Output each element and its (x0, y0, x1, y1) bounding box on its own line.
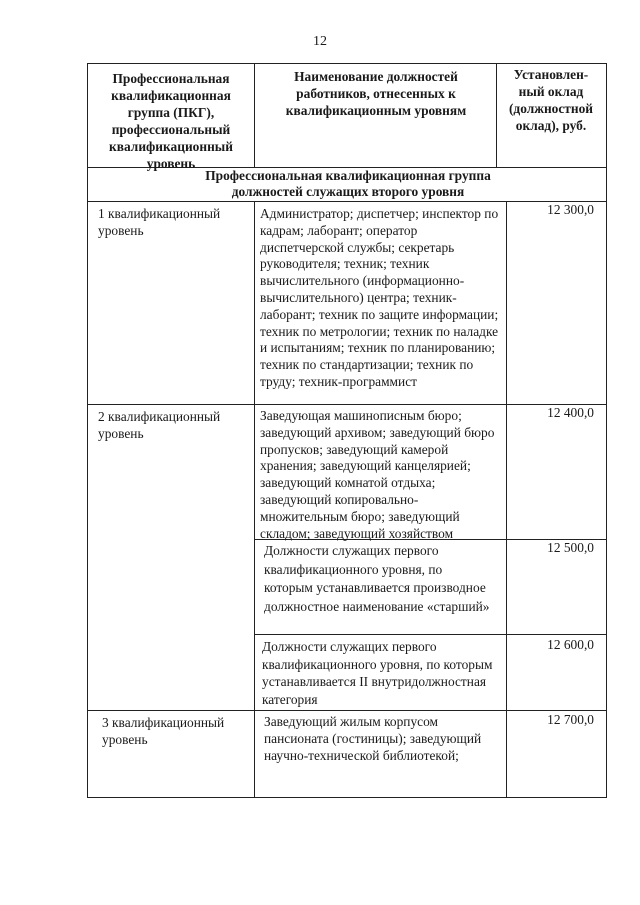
level-label: 3 квалификационный уровень (102, 715, 225, 747)
column-divider-1 (254, 64, 255, 167)
salary-value: 12 300,0 (547, 202, 594, 217)
page-number: 12 (313, 34, 327, 49)
positions-text: Заведующая машинописным бюро; заведующий архивом; заведующий бюро пропусков; заведующий камерой хранения; заведующий канцелярией; заведующий комнатой отдыха; заведующий копировально-множительным бюро; заведующий складом; заведующий хозяйством (260, 408, 495, 541)
positions-text: Должности служащих первого квалификационного уровня, по которым устанавливается производное должностное наименование «старший» (264, 543, 490, 614)
salary-value: 12 400,0 (547, 405, 594, 420)
level-label: 1 квалификационный уровень (98, 206, 221, 238)
salary-value: 12 600,0 (547, 637, 594, 652)
positions-text: Заведующий жилым корпусом пансионата (гостиницы); заведующий научно-технической библиотекой; (264, 714, 482, 763)
row-divider-3 (254, 634, 606, 635)
level-label: 2 квалификационный уровень (98, 409, 221, 441)
salary-value: 12 700,0 (547, 712, 594, 727)
positions-text: Администратор; диспетчер; инспектор по кадрам; лаборант; оператор диспетчерской службы; секретарь руководителя; техник; техник вычислительного (информационно-вычислительного) центра; техник-лаборант; техник по защите информации; техник по метрологии; техник по наладке и испытаниям; техник по планированию; техник по стандартизации; техник по труду; техник-программист (260, 206, 499, 389)
header-positions: Наименование должностей работников, отнесенных к квалификационным уровням (285, 69, 467, 118)
row-divider-4 (88, 710, 606, 711)
positions-text: Должности служащих первого квалификационного уровня, по которым устанавливается II внутридолжностная категория (262, 639, 493, 707)
column-divider-2-lower (506, 201, 507, 798)
header-pkg: Профессиональная квалификационная группа (ПКГ), профессиональный квалификационный уровень (109, 71, 233, 171)
salary-value: 12 500,0 (547, 540, 594, 555)
group-title: Профессиональная квалификационная группа должностей служащих второго уровня (205, 168, 491, 199)
column-divider-1-lower (254, 201, 255, 798)
column-divider-2 (496, 64, 497, 167)
salary-table (87, 63, 607, 798)
header-salary: Установлен-ный оклад (должностной оклад), руб. (508, 67, 594, 133)
